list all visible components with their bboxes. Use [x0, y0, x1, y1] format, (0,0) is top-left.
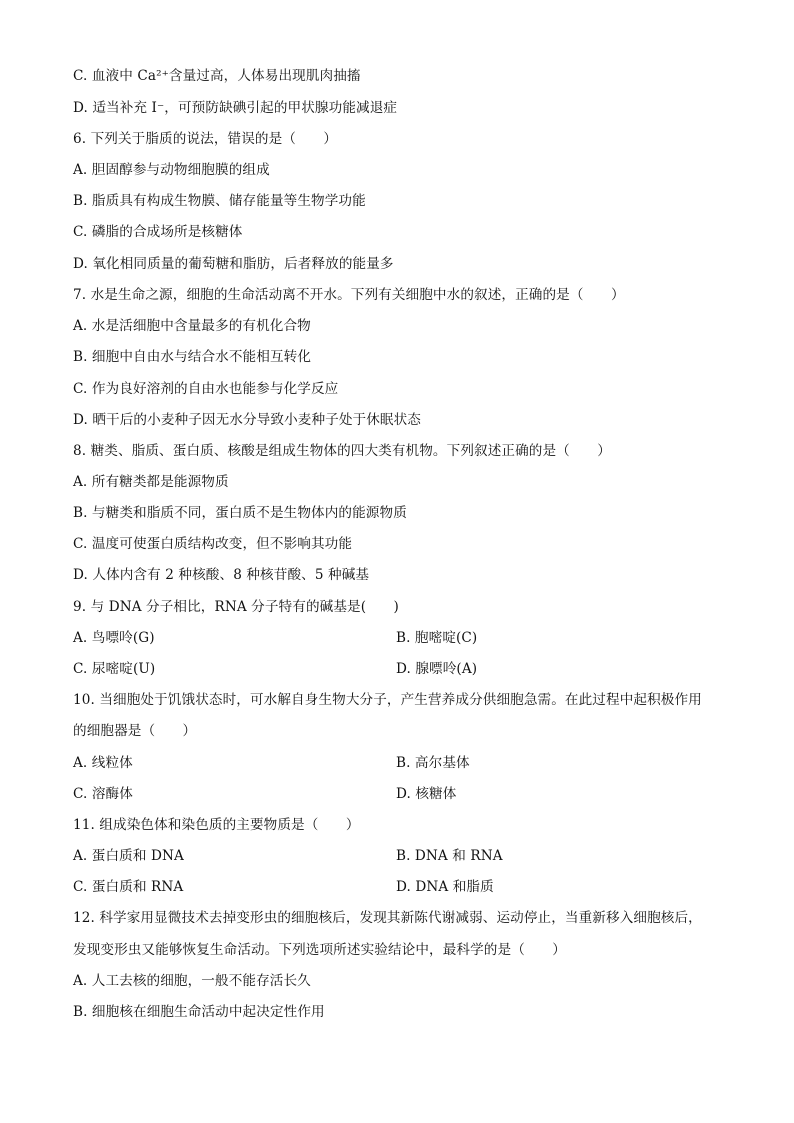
option-line: C. 溶酶体: [73, 786, 133, 802]
option-line: B. 与糖类和脂质不同，蛋白质不是生物体内的能源物质: [73, 505, 407, 521]
question-12-cont: 发现变形虫又能够恢复生命活动。下列选项所述实验结论中，最科学的是（ ）: [73, 942, 566, 958]
option-line: D. 氧化相同质量的葡萄糖和脂肪，后者释放的能量多: [73, 256, 394, 272]
option-line: B. DNA 和 RNA: [396, 848, 503, 864]
option-line: B. 胞嘧啶(C): [396, 630, 478, 646]
option-line: C. 温度可使蛋白质结构改变，但不影响其功能: [73, 536, 353, 552]
option-line: B. 细胞核在细胞生命活动中起决定性作用: [73, 1004, 325, 1020]
option-line: D. 适当补充 I⁻，可预防缺碘引起的甲状腺功能减退症: [73, 100, 398, 116]
option-line: C. 磷脂的合成场所是核糖体: [73, 224, 243, 240]
option-line: A. 蛋白质和 DNA: [73, 848, 184, 864]
question-10-cont: 的细胞器是（ ）: [73, 723, 197, 739]
question-8: 8. 糖类、脂质、蛋白质、核酸是组成生物体的四大类有机物。下列叙述正确的是（ ）: [73, 443, 611, 459]
option-line: D. 晒干后的小麦种子因无水分导致小麦种子处于休眠状态: [73, 412, 422, 428]
option-line: A. 所有糖类都是能源物质: [73, 474, 229, 490]
option-line: D. 腺嘌呤(A): [396, 661, 478, 677]
option-line: D. DNA 和脂质: [396, 879, 494, 895]
question-11: 11. 组成染色体和染色质的主要物质是（ ）: [73, 817, 360, 833]
question-10: 10. 当细胞处于饥饿状态时，可水解自身生物大分子，产生营养成分供细胞急需。在此过程中起积极作用: [73, 692, 702, 708]
option-line: A. 胆固醇参与动物细胞膜的组成: [73, 162, 270, 178]
option-line: C. 尿嘧啶(U): [73, 661, 156, 677]
question-6: 6. 下列关于脂质的说法，错误的是（ ）: [73, 131, 338, 147]
option-line: B. 高尔基体: [396, 755, 470, 771]
option-line: D. 人体内含有 2 种核酸、8 种核苷酸、5 种碱基: [73, 567, 370, 583]
option-line: A. 水是活细胞中含量最多的有机化合物: [73, 318, 311, 334]
option-line: C. 作为良好溶剂的自由水也能参与化学反应: [73, 381, 339, 397]
option-line: C. 蛋白质和 RNA: [73, 879, 184, 895]
option-line: A. 线粒体: [73, 755, 133, 771]
option-line: B. 细胞中自由水与结合水不能相互转化: [73, 349, 312, 365]
option-line: C. 血液中 Ca²⁺含量过高，人体易出现肌肉抽搐: [73, 68, 361, 84]
option-line: A. 人工去核的细胞，一般不能存活长久: [73, 973, 311, 989]
option-line: B. 脂质具有构成生物膜、储存能量等生物学功能: [73, 193, 366, 209]
option-line: D. 核糖体: [396, 786, 457, 802]
option-line: A. 鸟嘌呤(G): [73, 630, 155, 646]
question-12: 12. 科学家用显微技术去掉变形虫的细胞核后，发现其新陈代谢减弱、运动停止，当重新移入细胞核后，: [73, 910, 702, 926]
question-9: 9. 与 DNA 分子相比，RNA 分子特有的碱基是( ): [73, 599, 399, 615]
question-7: 7. 水是生命之源，细胞的生命活动离不开水。下列有关细胞中水的叙述，正确的是（ ）: [73, 287, 625, 303]
